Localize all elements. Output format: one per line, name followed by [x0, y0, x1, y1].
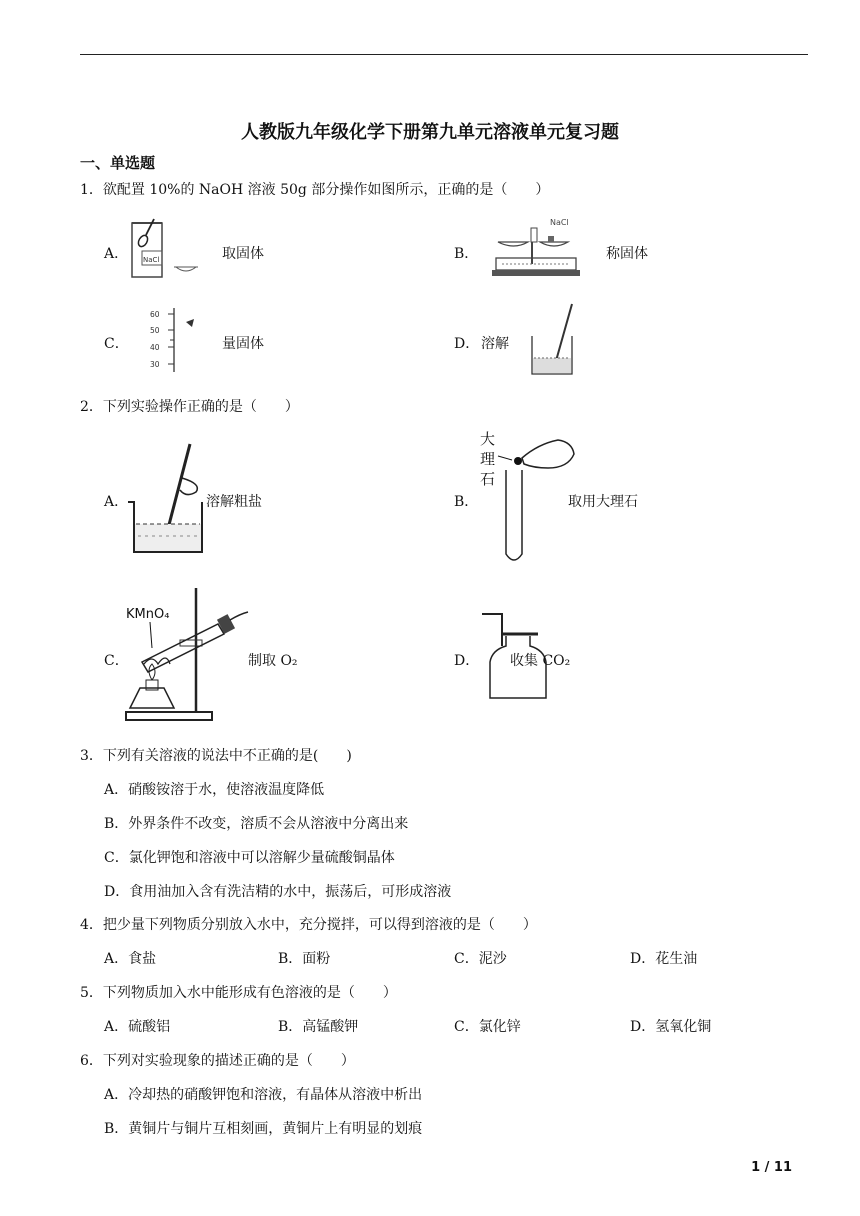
svg-text:NaCl: NaCl [550, 218, 569, 227]
svg-text:60: 60 [150, 310, 160, 319]
q4-option-a[interactable]: A．食盐 [104, 951, 157, 967]
question-5-stem: 5．下列物质加入水中能形成有色溶液的是（ ） [80, 985, 397, 1001]
q5-option-c[interactable]: C．氯化锌 [454, 1019, 521, 1035]
q3-option-c[interactable]: C．氯化钾饱和溶液中可以溶解少量硫酸铜晶体 [104, 850, 395, 866]
q2-option-b-text: 取用大理石 [568, 494, 638, 510]
q1-option-c-label[interactable]: C． [104, 336, 129, 352]
q1-option-d-label[interactable]: D． [454, 336, 480, 352]
q3-option-a[interactable]: A．硝酸铵溶于水，使溶液温度降低 [104, 782, 325, 798]
question-6-stem: 6．下列对实验现象的描述正确的是（ ） [80, 1053, 355, 1069]
beaker-dissolving-figure [528, 302, 576, 376]
q1-option-b-text: 称固体 [606, 246, 648, 262]
q1-option-d-text: 溶解 [481, 336, 509, 352]
q2-option-d-label[interactable]: D． [454, 653, 480, 669]
beaker-stirring-figure [124, 440, 208, 558]
balance-scale-figure [490, 214, 582, 284]
q2-option-d-text: 收集 CO₂ [510, 653, 571, 669]
q4-option-b[interactable]: B．面粉 [278, 951, 331, 967]
page-number: 1 / 11 [751, 1160, 792, 1175]
svg-text:50: 50 [150, 326, 160, 335]
test-tube-marble-figure [478, 428, 578, 568]
svg-text:石: 石 [480, 470, 496, 488]
header-rule [80, 54, 808, 55]
svg-text:大: 大 [480, 430, 496, 448]
question-4-stem: 4．把少量下列物质分别放入水中，充分搅拌，可以得到溶液的是（ ） [80, 917, 537, 933]
q1-option-b-label[interactable]: B． [454, 246, 479, 262]
q1-option-a-text: 取固体 [222, 246, 264, 262]
q5-option-b[interactable]: B．高锰酸钾 [278, 1019, 359, 1035]
svg-text:30: 30 [150, 360, 160, 369]
svg-text:40: 40 [150, 343, 160, 352]
q1-option-c-text: 量固体 [222, 336, 264, 352]
q5-option-d[interactable]: D．氢氧化铜 [630, 1019, 712, 1035]
q4-option-d[interactable]: D．花生油 [630, 951, 698, 967]
svg-text:NaCl: NaCl [143, 256, 160, 264]
q3-option-d[interactable]: D．食用油加入含有洗洁精的水中，振荡后，可形成溶液 [104, 884, 452, 900]
svg-text:理: 理 [480, 450, 496, 468]
q2-option-c-label[interactable]: C． [104, 653, 129, 669]
q2-option-a-text: 溶解粗盐 [206, 494, 262, 510]
question-3-stem: 3．下列有关溶液的说法中不正确的是( ) [80, 748, 352, 764]
q2-option-c-text: 制取 O₂ [248, 653, 298, 669]
q1-option-a-label[interactable]: A． [104, 246, 129, 262]
section-heading: 一、单选题 [80, 154, 156, 172]
spoon-and-reagent-bottle-figure [126, 215, 198, 281]
graduated-cylinder-figure [140, 304, 202, 374]
q6-option-a[interactable]: A．冷却热的硝酸钾饱和溶液，有晶体从溶液中析出 [104, 1087, 423, 1103]
q5-option-a[interactable]: A．硫酸铝 [104, 1019, 171, 1035]
potassium-permanganate-apparatus-figure [122, 584, 252, 726]
question-1-stem: 1．欲配置 10%的 NaOH 溶液 50g 部分操作如图所示，正确的是（ ） [80, 182, 550, 198]
document-title: 人教版九年级化学下册第九单元溶液单元复习题 [241, 122, 619, 143]
q2-option-b-label[interactable]: B． [454, 494, 479, 510]
q4-option-c[interactable]: C．泥沙 [454, 951, 507, 967]
q3-option-b[interactable]: B．外界条件不改变，溶质不会从溶液中分离出来 [104, 816, 409, 832]
q2-option-a-label[interactable]: A． [104, 494, 129, 510]
question-2-stem: 2．下列实验操作正确的是（ ） [80, 399, 299, 415]
q6-option-b[interactable]: B．黄铜片与铜片互相刻画，黄铜片上有明显的划痕 [104, 1121, 423, 1137]
svg-text:KMnO₄: KMnO₄ [126, 607, 170, 622]
